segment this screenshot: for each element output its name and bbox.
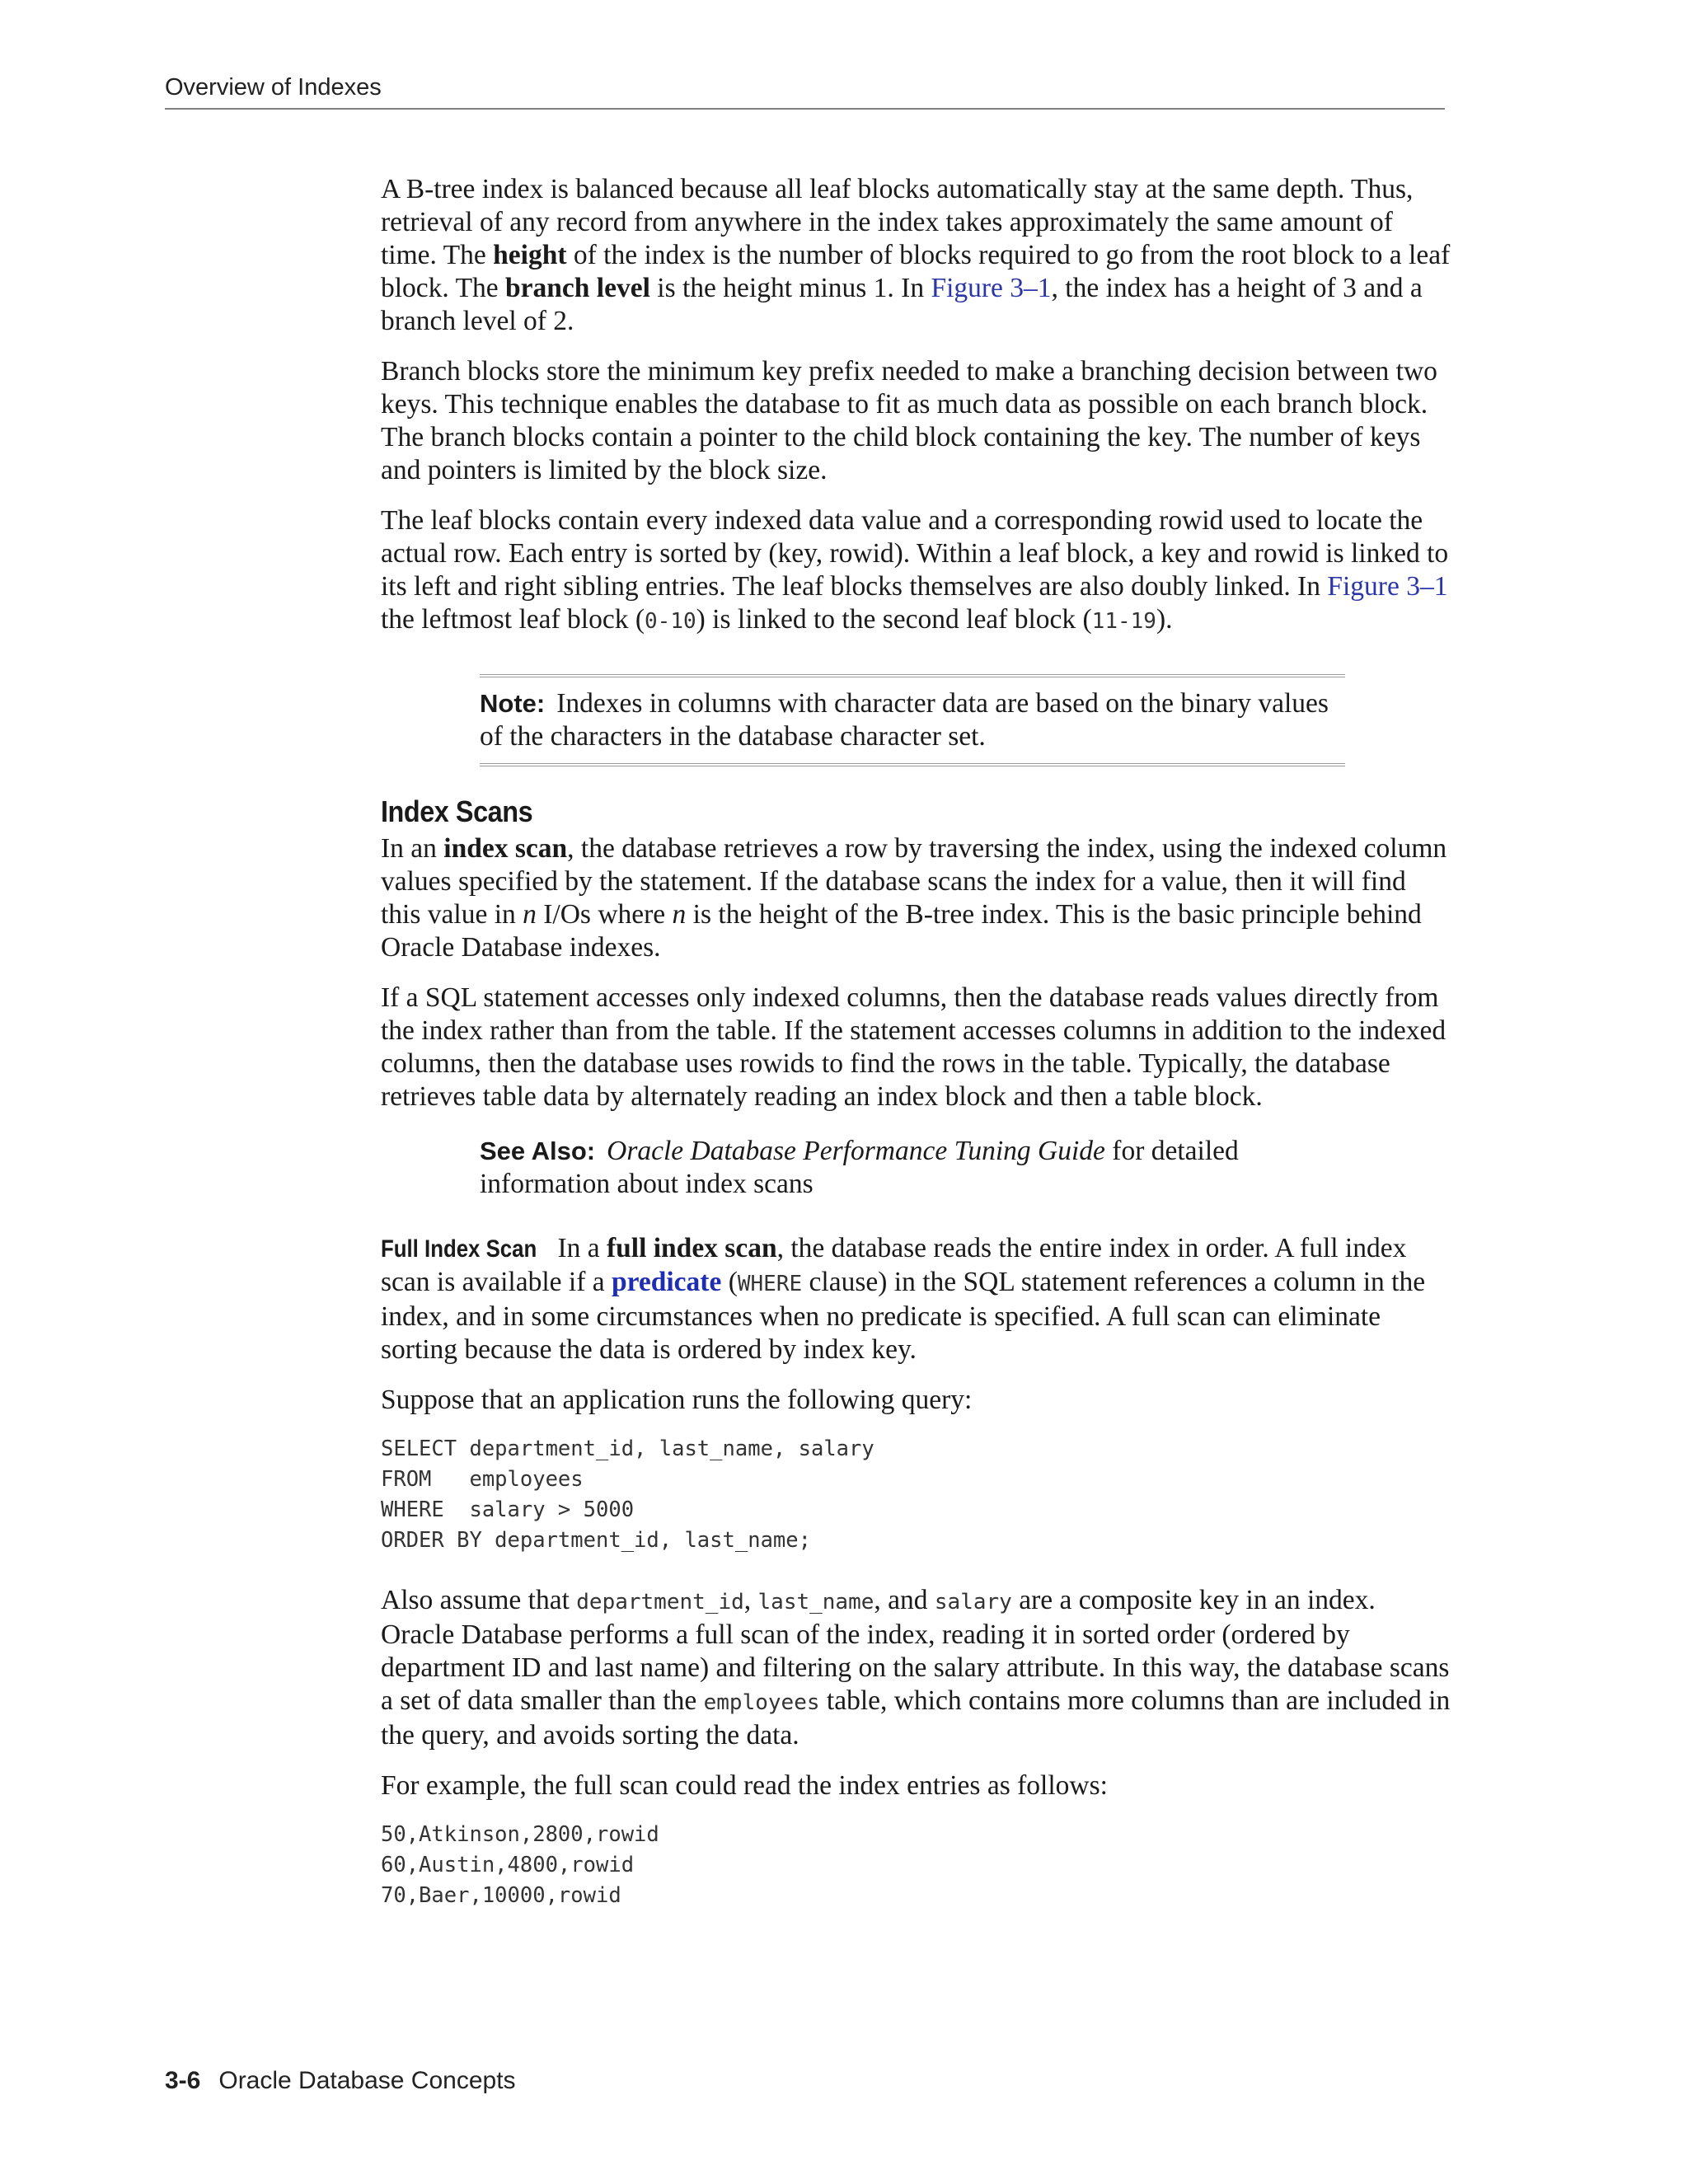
text-run: In an: [381, 833, 444, 864]
section-title-index-scans: Index Scans: [381, 794, 533, 828]
page-content: [381, 173, 1452, 1939]
paragraph-indexed-columns: If a SQL statement accesses only indexed columns, then the database reads values directly from the index rather than from the table. If the statement accesses columns in addition to the indexed columns, then the database uses rowids to find the rows in the table. Typically, the database retrieves table data by alternately reading an index block and then a table block.: [381, 982, 1447, 1112]
code-department-id: department_id: [576, 1590, 744, 1615]
paragraph-full-scan-example: For example, the full scan could read the index entries as follows:: [381, 1770, 1108, 1801]
text-run: the leftmost leaf block (: [381, 604, 645, 635]
variable-n: n: [672, 899, 687, 930]
text-run: , the database reads the entire index in order. A full index scan is available if a: [381, 1233, 1407, 1297]
see-also-text: for detailed information about index scans: [480, 1136, 1239, 1199]
note-label: Note:: [480, 689, 546, 718]
text-run: A B-tree index is balanced because all leaf blocks automatically stay at the same depth. Thus, retrieval of any record from anywhere in the index takes approximately the same amount of time. The: [381, 174, 1414, 270]
running-header-title: Overview of Indexes: [165, 74, 382, 101]
running-footer: [165, 2067, 516, 2095]
runin-heading-full-index-scan: Full Index Scan: [381, 1235, 537, 1263]
note-text: Indexes in columns with character data are based on the binary values of the characters in the database character set.: [480, 688, 1329, 752]
variable-n: n: [523, 899, 537, 930]
text-run: are a composite key in an index. Oracle Database performs a full scan of the index, reading it in sorted order (ordered by department ID and last name) and filtering on the salary attribute. In this way, the database scans a set of data smaller than the: [381, 1585, 1450, 1716]
performance-tuning-guide-link[interactable]: Oracle Database Performance Tuning Guide: [607, 1136, 1105, 1166]
code-leaf-range-1: 0-10: [645, 609, 696, 634]
code-block-index-entries: 50,Atkinson,2800,rowid 60,Austin,4800,rowid 70,Baer,10000,rowid: [381, 1822, 659, 1908]
figure-3-1-link[interactable]: Figure 3–1: [931, 273, 1052, 303]
text-run: is the height minus 1. In: [649, 273, 931, 303]
code-last-name: last_name: [757, 1590, 874, 1615]
see-also-box: [480, 1135, 1345, 1201]
paragraph-btree-balance: [381, 173, 1452, 338]
text-run: ) is linked to the second leaf block (: [696, 604, 1092, 635]
code-where: WHERE: [737, 1272, 803, 1296]
text-run: The leaf blocks contain every indexed data value and a corresponding rowid used to locate the actual row. Each entry is sorted by (key, rowid). Within a leaf block, a key and rowid is linked to its left and right sibling entries. The leaf blocks themselves are also doubly linked. In: [381, 505, 1449, 602]
text-run: table, which contains more columns than are included in the query, and avoids sorting the data.: [381, 1685, 1451, 1750]
text-run: clause) in the SQL statement references a column in the index, and in some circumstances when no predicate is specified. A full scan can eliminate sorting because the data is ordered by index key.: [381, 1267, 1426, 1365]
paragraph-suppose-query: Suppose that an application runs the following query:: [381, 1385, 973, 1415]
code-leaf-range-2: 11-19: [1091, 609, 1156, 634]
note-content: [480, 687, 1345, 753]
paragraph-branch-blocks: Branch blocks store the minimum key prefix needed to make a branching decision between two keys. This technique enables the database to fit as much data as possible on each branch block. The branch blocks contain a pointer to the child block containing the key. The number of keys and pointers is limited by the block size.: [381, 356, 1437, 485]
text-run: , the database retrieves a row by traversing the index, using the indexed column values specified by the statement. If the database scans the index for a value, then it will find this value in: [381, 833, 1447, 930]
paragraph-full-index-scan: [381, 1232, 1452, 1366]
code-block-sql-query: SELECT department_id, last_name, salary FROM employees WHERE salary > 5000 ORDER BY department_id, last_name;: [381, 1436, 874, 1553]
text-run: is the height of the B-tree index. This is the basic principle behind Oracle Database indexes.: [381, 899, 1422, 963]
running-header: [165, 74, 1445, 110]
paragraph-leaf-blocks: [381, 504, 1452, 638]
figure-3-1-link[interactable]: Figure 3–1: [1327, 571, 1448, 602]
text-run: ).: [1156, 604, 1173, 635]
term-height: height: [493, 240, 567, 270]
predicate-glossary-link[interactable]: predicate: [611, 1267, 722, 1297]
text-run: , the index has a height of 3 and a branch level of 2.: [381, 273, 1423, 336]
see-also-label: See Also:: [480, 1137, 596, 1165]
code-salary: salary: [934, 1590, 1012, 1615]
paragraph-composite-key: [381, 1584, 1452, 1752]
text-run: of the index is the number of blocks required to go from the root block to a leaf block. The: [381, 240, 1451, 303]
text-run: , and: [874, 1585, 935, 1615]
text-run: (: [721, 1267, 738, 1297]
text-run: In a: [551, 1233, 607, 1263]
text-run: Also assume that: [381, 1585, 577, 1615]
code-employees: employees: [703, 1690, 820, 1715]
paragraph-index-scan: [381, 832, 1452, 964]
text-run: ,: [743, 1585, 758, 1615]
term-branch-level: branch level: [505, 273, 650, 303]
book-title: Oracle Database Concepts: [218, 2067, 516, 2094]
text-run: I/Os where: [536, 899, 673, 930]
term-full-index-scan: full index scan: [606, 1233, 777, 1263]
term-index-scan: index scan: [443, 833, 568, 864]
note-box: [480, 674, 1345, 766]
page-number: 3-6: [165, 2067, 201, 2094]
